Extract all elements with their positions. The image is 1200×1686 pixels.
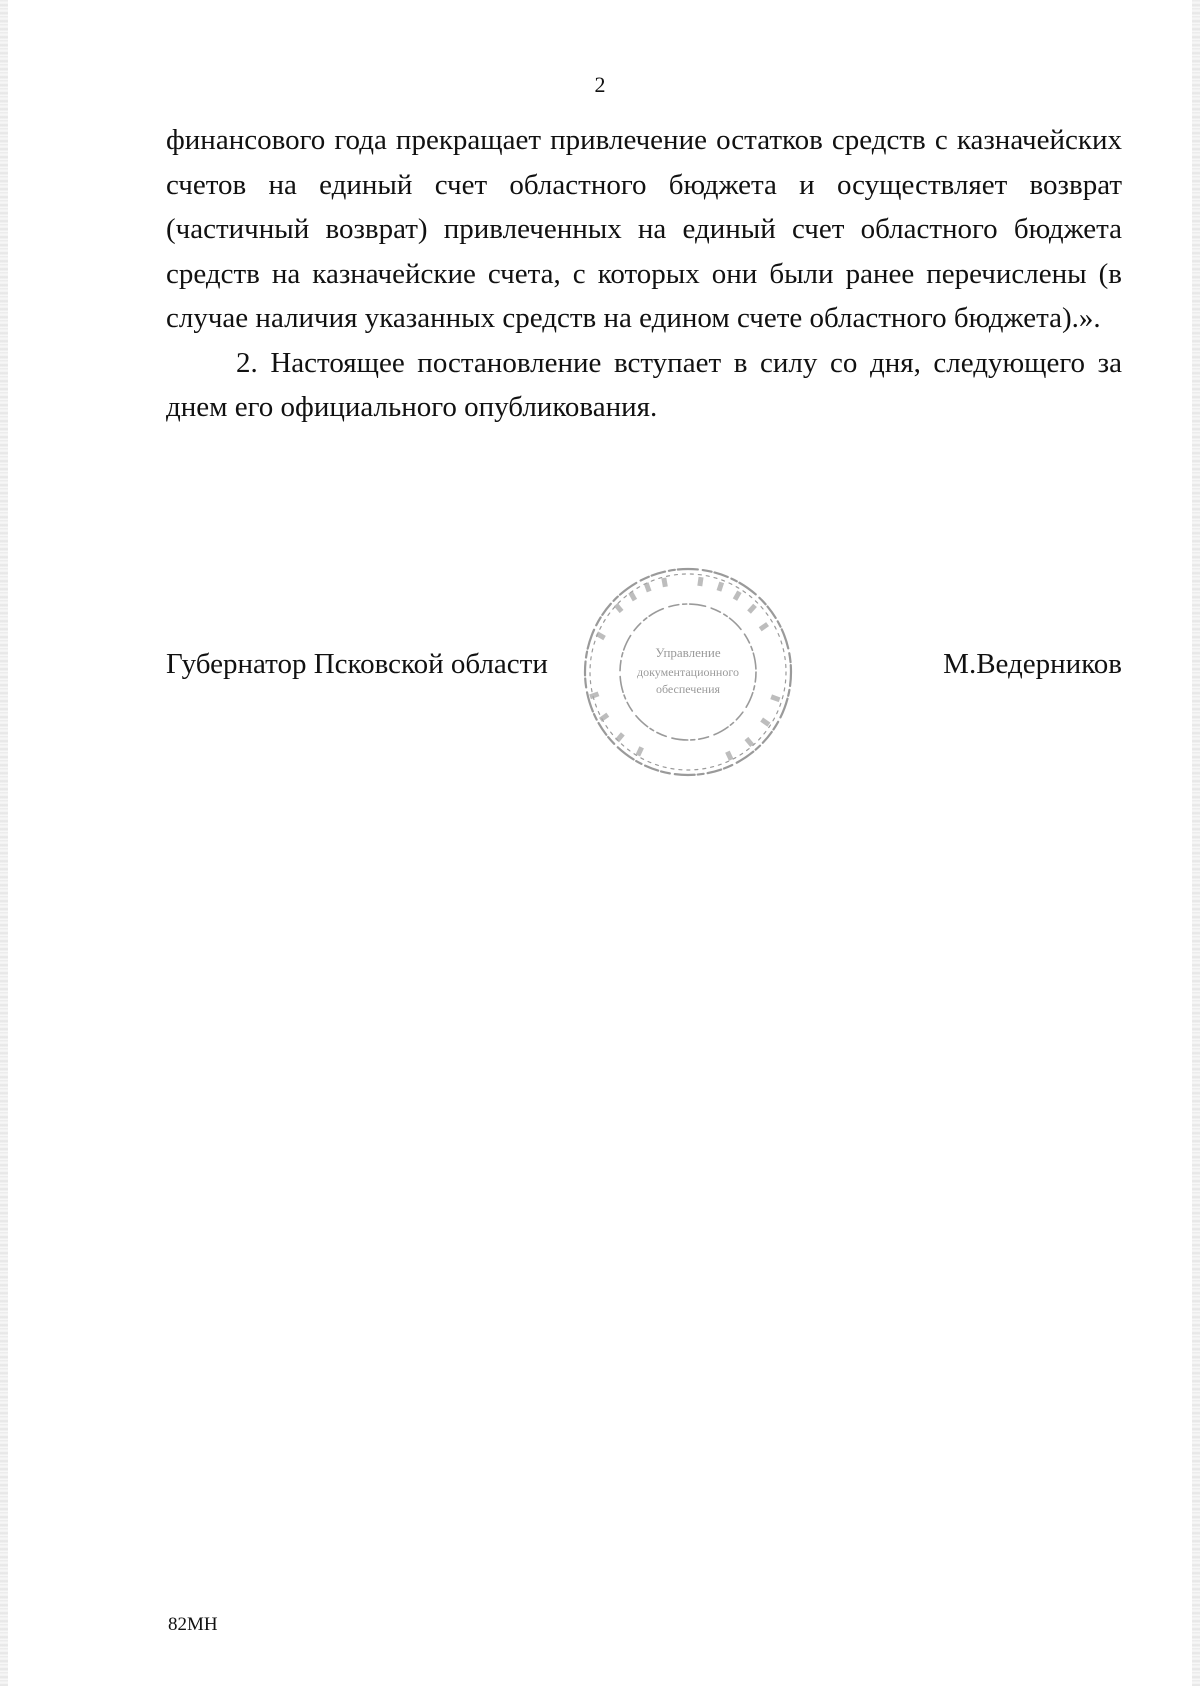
official-seal-stamp [578, 562, 798, 782]
seal-text-line-2: документационного [637, 665, 739, 679]
page-number: 2 [594, 72, 606, 97]
signatory-name: М.Ведерников [943, 648, 1122, 680]
document-body [166, 118, 1122, 430]
seal-text-line-3: обеспечения [655, 682, 721, 696]
seal-text-line-1: Управление [655, 645, 721, 660]
paragraph-item-2: 2. Настоящее постановление вступает в силу со дня, следующего за днем его официального опубликования. [166, 346, 1122, 423]
paragraph-continuation: финансового года прекращает привлечение остатков средств с казначейских счетов на единый счет областного бюджета и осуществляет возврат (частичный возврат) привлеченных на единый счет областного бюджета средств на казначейские счета, с которых они были ранее перечислены (в случае наличия указанных средств на едином счете областного бюджета).». [166, 124, 1122, 334]
scan-edge-right [1192, 0, 1200, 1686]
signatory-title: Губернатор Псковской области [166, 648, 548, 680]
scan-edge-left [0, 0, 8, 1686]
document-code: 82МН [168, 1614, 218, 1635]
